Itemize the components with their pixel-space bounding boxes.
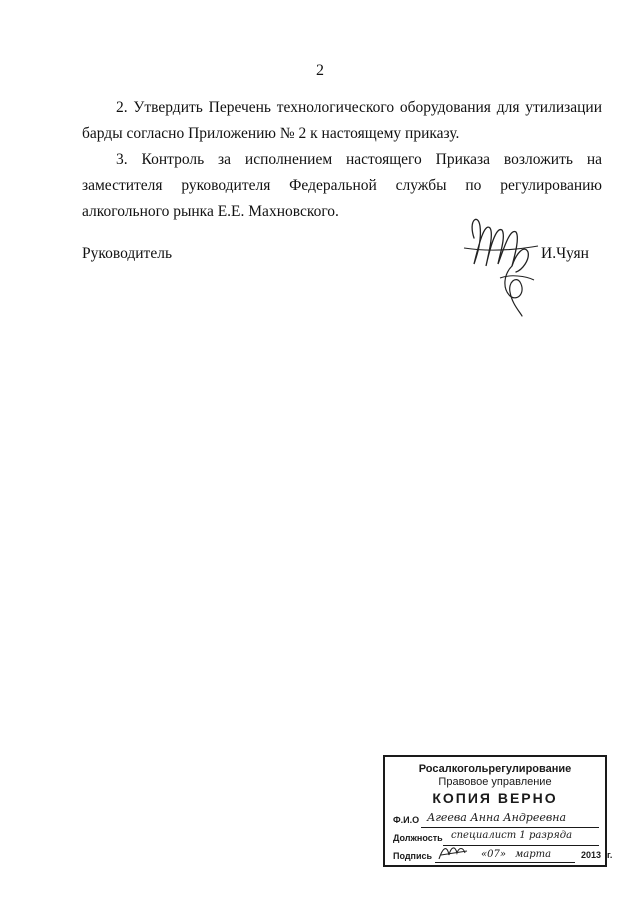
signatory-title: Руководитель [82,245,173,262]
stamp-date-month: марта [515,849,552,860]
stamp-date-suffix: г. [607,850,613,860]
signatory-name: И.Чуян [541,245,589,262]
stamp-position-label: Должность [393,833,443,843]
stamp-signature-rule [435,862,575,863]
stamp-position-value: специалист 1 разряда [451,830,573,841]
stamp-date-year: 2013 [581,850,602,860]
handwritten-signature [460,208,550,318]
stamp-signature-label: Подпись [393,851,433,861]
page-number: 2 [316,62,324,79]
stamp-fio-rule [421,827,599,828]
copy-certification-stamp [383,755,613,867]
stamp-organization: Росалкогольрегулирование [418,763,572,775]
paragraph-control: 3. Контроль за исполнением настоящего Приказа возложить на заместителя руководителя Федеральной службы по регулированию алкогольного рынка Е.Е. Махновского. [82,151,602,220]
stamp-department: Правовое управление [438,776,552,788]
stamp-heading: КОПИЯ ВЕРНО [432,790,558,806]
stamp-handwritten-signature [437,843,471,863]
stamp-fio-value: Агеева Анна Андреевна [427,811,567,824]
stamp-date-day: «07» [481,849,506,860]
paragraph-approve-list: 2. Утвердить Перечень технологического оборудования для утилизации барды согласно Приложению № 2 к настоящему приказу. [82,99,602,142]
stamp-fio-label: Ф.И.О [393,815,420,825]
